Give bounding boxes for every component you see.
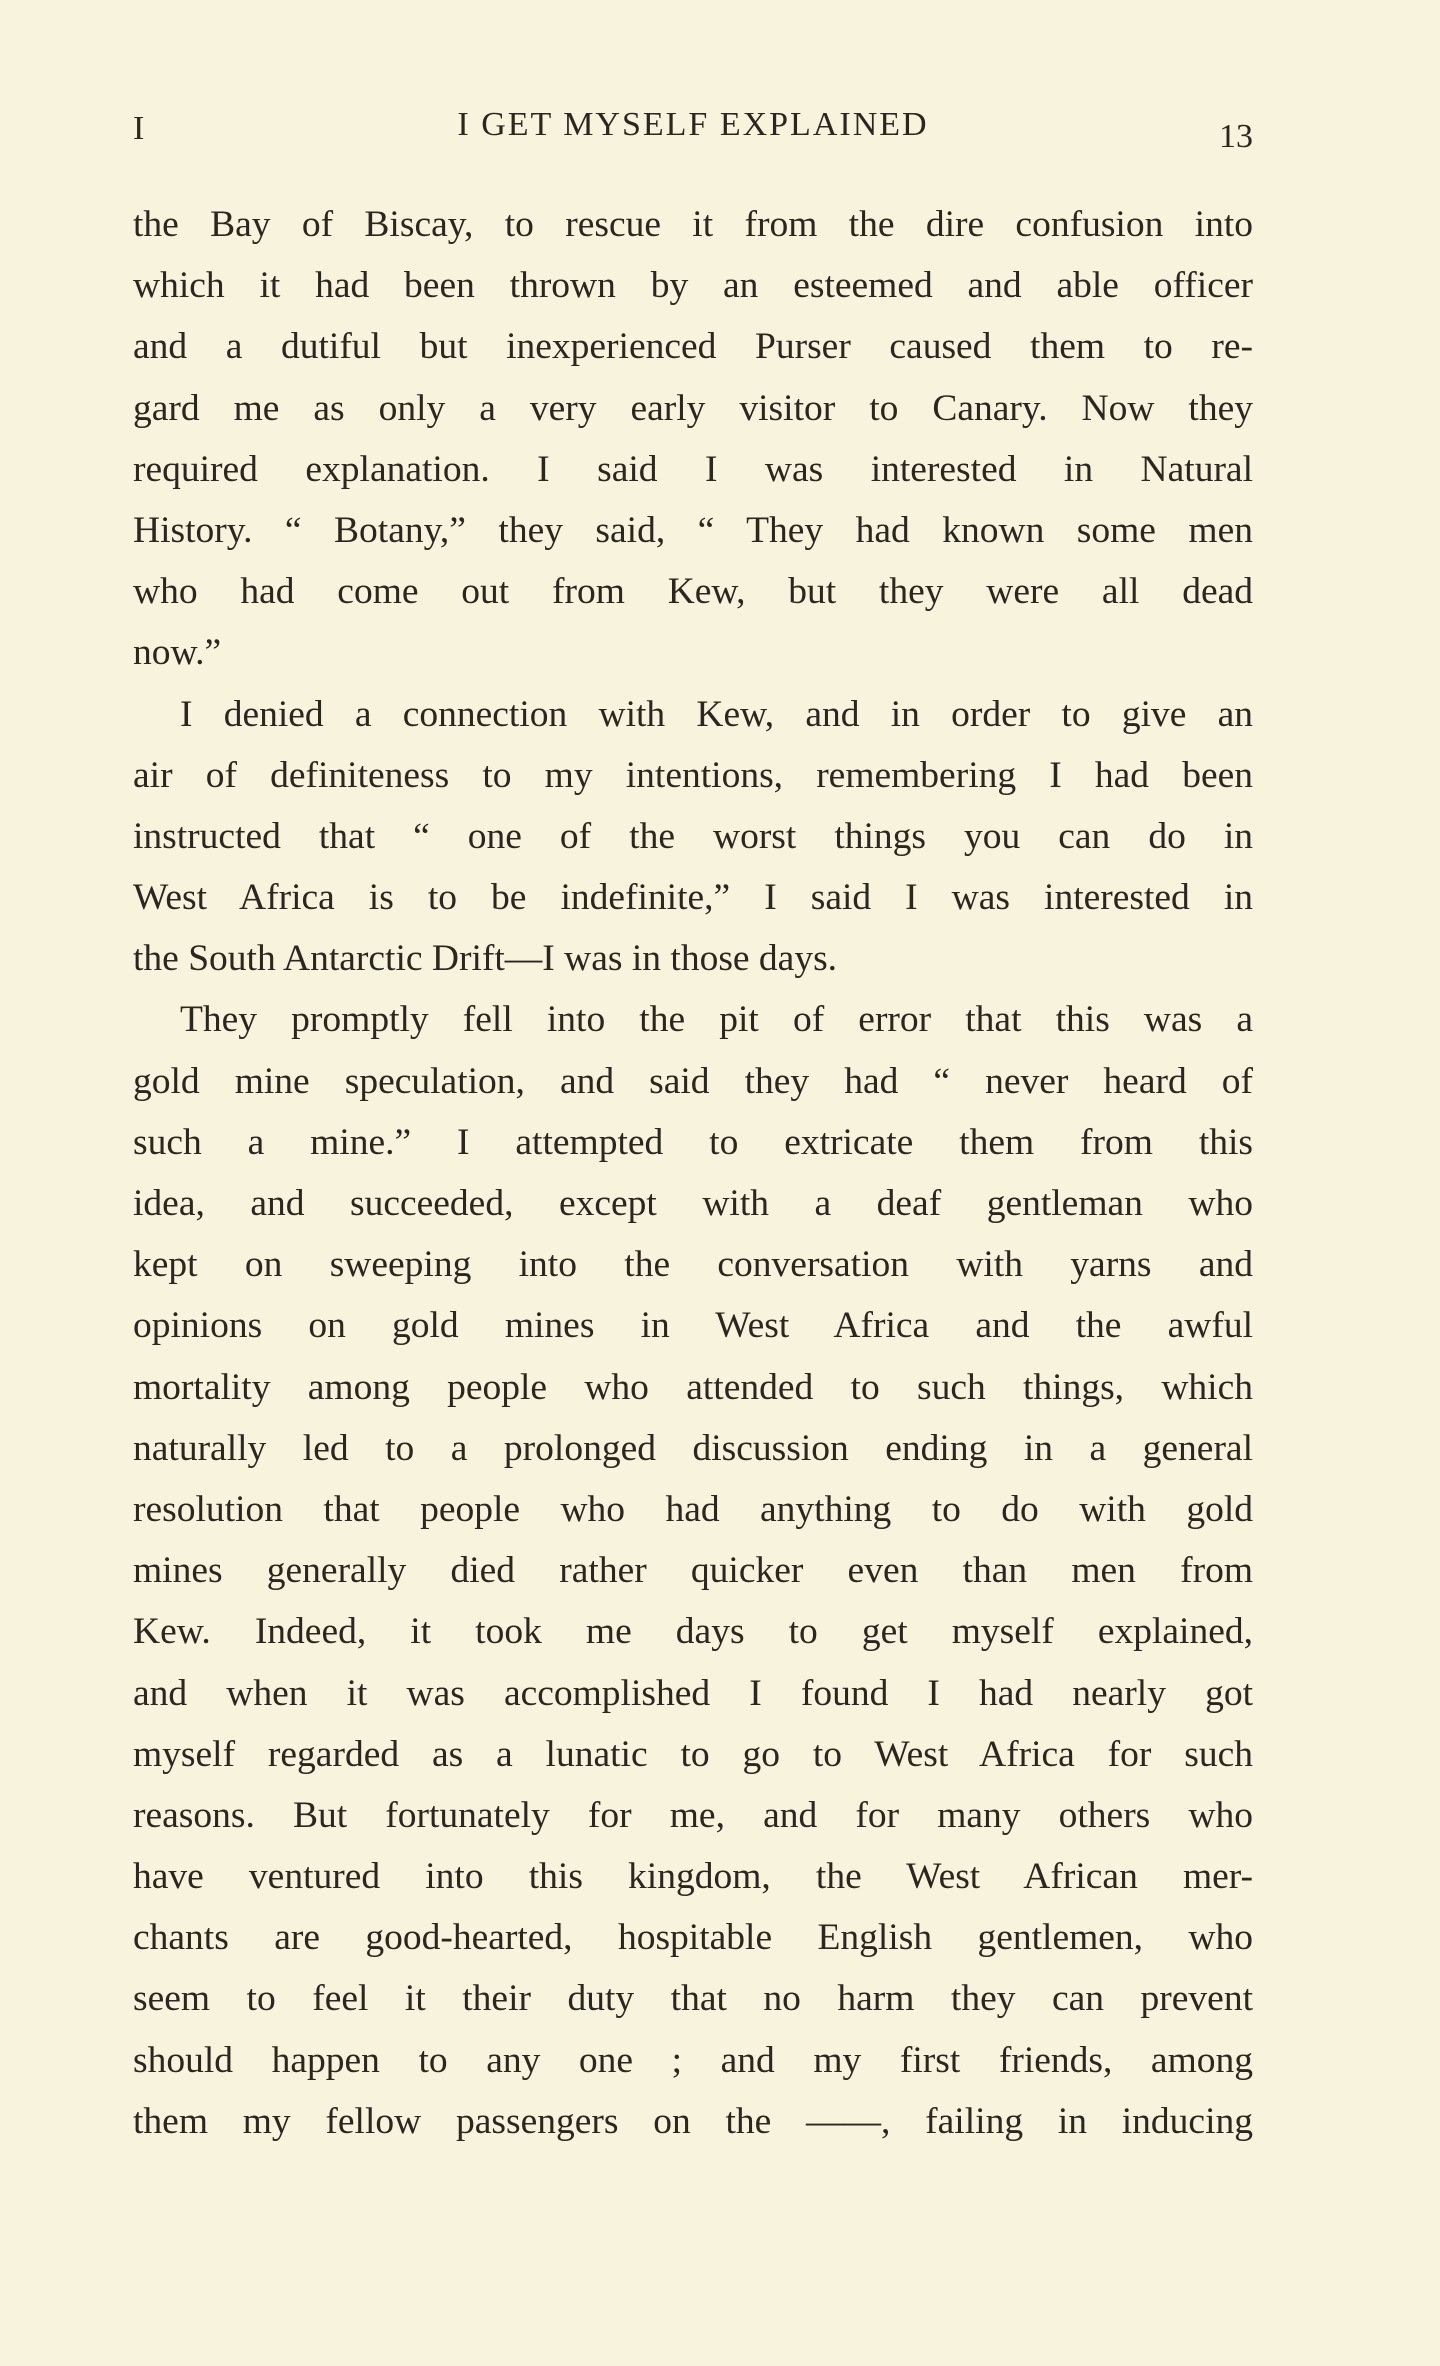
text-line: them my fellow passengers on the ——, failing in inducing: [133, 2100, 1253, 2142]
text-line: reasons. But fortunately for me, and for many others who: [133, 1794, 1253, 1836]
text-line: seem to feel it their duty that no harm they can prevent: [133, 1978, 1253, 2020]
text-line: the South Antarctic Drift—I was in those days.: [133, 938, 838, 980]
text-line: idea, and succeeded, except with a deaf gentleman who: [133, 1183, 1253, 1224]
text-line: and when it was accomplished I found I had nearly got: [133, 1672, 1253, 1714]
text-line: instructed that “ one of the worst things you can do in: [133, 815, 1253, 857]
paragraph-1: [133, 194, 1253, 684]
page-number: 13: [1219, 118, 1253, 155]
running-head: [133, 104, 1253, 160]
text-line: which it had been thrown by an esteemed and able officer: [133, 265, 1253, 307]
text-line: kept on sweeping into the conversation with yarns and: [133, 1244, 1253, 1286]
text-line: They promptly fell into the pit of error that this was a: [180, 999, 1253, 1041]
running-title: I GET MYSELF EXPLAINED: [457, 106, 929, 143]
chapter-number: I: [133, 110, 145, 147]
text-line: resolution that people who had anything to do with gold: [133, 1488, 1253, 1530]
text-line: now.”: [133, 632, 222, 674]
text-line: gold mine speculation, and said they had “ never heard of: [133, 1060, 1253, 1102]
text-line: naturally led to a prolonged discussion ending in a general: [133, 1427, 1253, 1469]
paragraph-2: [133, 684, 1253, 990]
text-line: West Africa is to be indefinite,” I said I was interested in: [133, 877, 1253, 919]
text-line: and a dutiful but inexperienced Purser caused them to re-: [133, 326, 1253, 368]
text-line: have ventured into this kingdom, the West African mer-: [133, 1856, 1253, 1898]
text-line: I denied a connection with Kew, and in order to give an: [180, 693, 1253, 735]
text-line: myself regarded as a lunatic to go to West Africa for such: [133, 1733, 1253, 1775]
text-line: such a mine.” I attempted to extricate them from this: [133, 1121, 1253, 1163]
text-line: the Bay of Biscay, to rescue it from the dire confusion into: [133, 204, 1253, 245]
text-line: required explanation. I said I was interested in Natural: [133, 448, 1253, 490]
body-text: [133, 194, 1253, 2152]
text-line: opinions on gold mines in West Africa and the awful: [133, 1305, 1253, 1347]
text-line: mines generally died rather quicker even than men from: [133, 1550, 1253, 1592]
text-line: Kew. Indeed, it took me days to get myself explained,: [133, 1611, 1253, 1653]
text-line: chants are good-hearted, hospitable English gentlemen, who: [133, 1917, 1253, 1959]
text-line: gard me as only a very early visitor to Canary. Now they: [133, 387, 1253, 429]
text-line: mortality among people who attended to such things, which: [133, 1366, 1253, 1408]
text-line: air of definiteness to my intentions, remembering I had been: [133, 754, 1253, 796]
paragraph-3: [133, 989, 1253, 2152]
text-line: History. “ Botany,” they said, “ They had known some men: [133, 509, 1253, 551]
text-line: who had come out from Kew, but they were all dead: [133, 571, 1253, 613]
text-line: should happen to any one ; and my first friends, among: [133, 2039, 1253, 2081]
